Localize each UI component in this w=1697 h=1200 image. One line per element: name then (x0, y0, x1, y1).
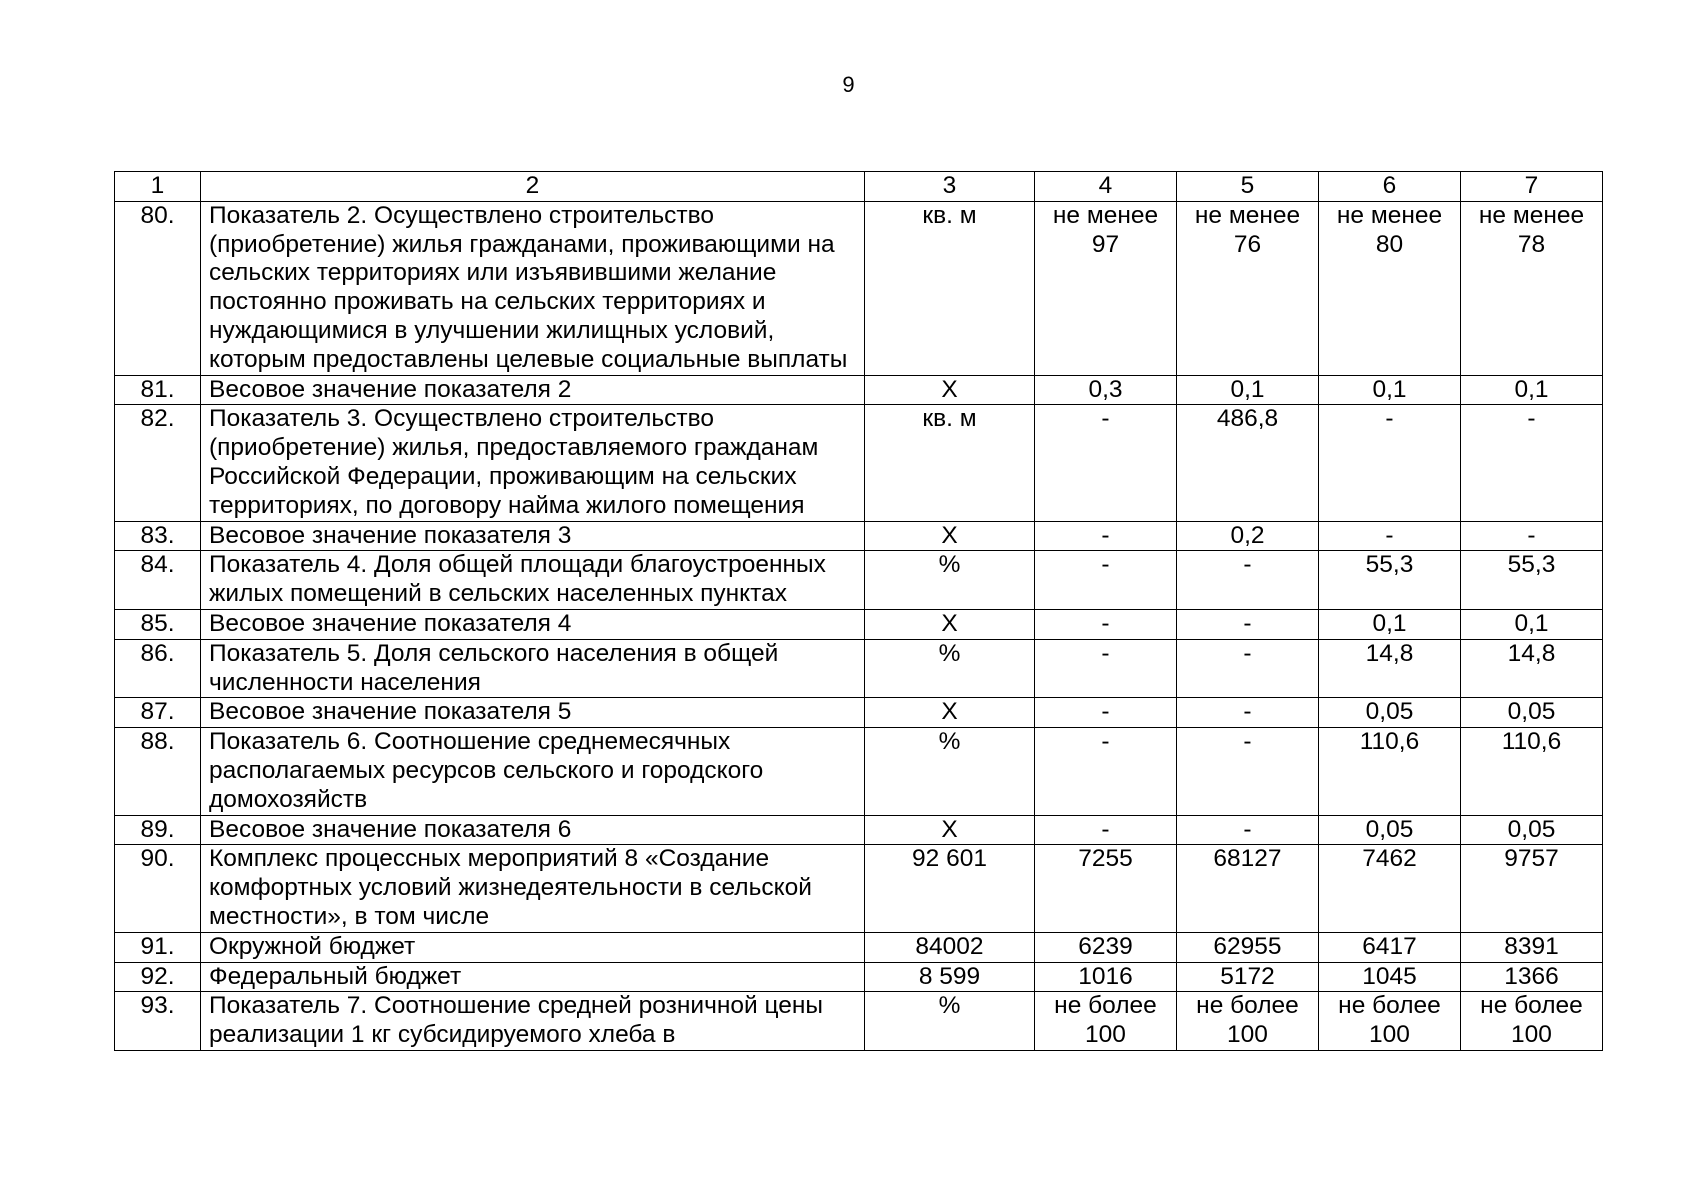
table-row (115, 728, 1603, 815)
value-cell: 0,05 (1319, 815, 1461, 845)
unit-cell: 8 599 (865, 962, 1035, 992)
value-cell: 62955 (1177, 932, 1319, 962)
value-cell: 55,3 (1461, 551, 1603, 610)
value-cell: - (1035, 815, 1177, 845)
row-number: 86. (115, 639, 201, 698)
unit-cell: кв. м (865, 405, 1035, 521)
row-number: 81. (115, 375, 201, 405)
value-cell: - (1035, 609, 1177, 639)
table-row (115, 992, 1603, 1051)
value-cell: 1045 (1319, 962, 1461, 992)
value-cell: 0,3 (1035, 375, 1177, 405)
header-row (115, 172, 1603, 202)
column-header: 7 (1461, 172, 1603, 202)
value-cell: 0,1 (1461, 375, 1603, 405)
value-cell: - (1461, 521, 1603, 551)
unit-cell: Х (865, 521, 1035, 551)
row-number: 82. (115, 405, 201, 521)
indicator-name: Показатель 7. Соотношение средней розничной цены реализации 1 кг субсидируемого хлеба в (201, 992, 865, 1051)
table-row (115, 698, 1603, 728)
indicator-name: Весовое значение показателя 4 (201, 609, 865, 639)
value-cell: не более 100 (1461, 992, 1603, 1051)
row-number: 89. (115, 815, 201, 845)
value-cell: 7255 (1035, 845, 1177, 932)
table-row (115, 932, 1603, 962)
indicator-name: Показатель 2. Осуществлено строительство (приобретение) жилья гражданами, проживающими на сельских территориях или изъявившими желание постоянно проживать на сельских территориях и нуждающимися в улучшении жилищных условий, которым предоставлены целевые социальные выплаты (201, 201, 865, 375)
unit-cell: Х (865, 815, 1035, 845)
indicators-table (114, 171, 1603, 1051)
value-cell: 110,6 (1461, 728, 1603, 815)
unit-cell: % (865, 551, 1035, 610)
unit-cell: 92 601 (865, 845, 1035, 932)
value-cell: 0,1 (1319, 609, 1461, 639)
unit-cell: кв. м (865, 201, 1035, 375)
value-cell: - (1035, 639, 1177, 698)
value-cell: 5172 (1177, 962, 1319, 992)
value-cell: 55,3 (1319, 551, 1461, 610)
value-cell: 14,8 (1319, 639, 1461, 698)
value-cell: - (1177, 698, 1319, 728)
value-cell: 6417 (1319, 932, 1461, 962)
value-cell: 7462 (1319, 845, 1461, 932)
value-cell: 9757 (1461, 845, 1603, 932)
table-row (115, 405, 1603, 521)
indicator-name: Комплекс процессных мероприятий 8 «Создание комфортных условий жизнедеятельности в сельской местности», в том числе (201, 845, 865, 932)
table-row (115, 845, 1603, 932)
unit-cell: % (865, 728, 1035, 815)
column-header: 2 (201, 172, 865, 202)
row-number: 90. (115, 845, 201, 932)
row-number: 91. (115, 932, 201, 962)
column-header: 3 (865, 172, 1035, 202)
value-cell: 0,2 (1177, 521, 1319, 551)
value-cell: не менее 76 (1177, 201, 1319, 375)
value-cell: 110,6 (1319, 728, 1461, 815)
unit-cell: Х (865, 375, 1035, 405)
row-number: 85. (115, 609, 201, 639)
table-row (115, 609, 1603, 639)
value-cell: 0,05 (1319, 698, 1461, 728)
unit-cell: % (865, 992, 1035, 1051)
value-cell: 68127 (1177, 845, 1319, 932)
value-cell: - (1177, 639, 1319, 698)
value-cell: не менее 97 (1035, 201, 1177, 375)
column-header: 1 (115, 172, 201, 202)
row-number: 88. (115, 728, 201, 815)
column-header: 4 (1035, 172, 1177, 202)
value-cell: 0,1 (1177, 375, 1319, 405)
value-cell: - (1035, 521, 1177, 551)
indicator-name: Показатель 5. Доля сельского населения в общей численности населения (201, 639, 865, 698)
row-number: 84. (115, 551, 201, 610)
unit-cell: Х (865, 698, 1035, 728)
value-cell: 8391 (1461, 932, 1603, 962)
table-row (115, 375, 1603, 405)
value-cell: 0,05 (1461, 698, 1603, 728)
row-number: 80. (115, 201, 201, 375)
value-cell: не более 100 (1319, 992, 1461, 1051)
indicator-name: Весовое значение показателя 6 (201, 815, 865, 845)
indicator-name: Федеральный бюджет (201, 962, 865, 992)
value-cell: не менее 78 (1461, 201, 1603, 375)
value-cell: - (1319, 521, 1461, 551)
value-cell: 1016 (1035, 962, 1177, 992)
table-row (115, 551, 1603, 610)
value-cell: 6239 (1035, 932, 1177, 962)
value-cell: - (1177, 551, 1319, 610)
value-cell: не более 100 (1035, 992, 1177, 1051)
value-cell: 0,1 (1319, 375, 1461, 405)
table-row (115, 521, 1603, 551)
unit-cell: 84002 (865, 932, 1035, 962)
value-cell: 14,8 (1461, 639, 1603, 698)
row-number: 83. (115, 521, 201, 551)
page-number: 9 (842, 72, 855, 97)
indicator-name: Показатель 4. Доля общей площади благоустроенных жилых помещений в сельских населенных пунктах (201, 551, 865, 610)
row-number: 92. (115, 962, 201, 992)
row-number: 93. (115, 992, 201, 1051)
value-cell: 0,05 (1461, 815, 1603, 845)
indicator-name: Окружной бюджет (201, 932, 865, 962)
table-row (115, 962, 1603, 992)
value-cell: не более 100 (1177, 992, 1319, 1051)
row-number: 87. (115, 698, 201, 728)
value-cell: 0,1 (1461, 609, 1603, 639)
value-cell: - (1035, 405, 1177, 521)
value-cell: - (1035, 698, 1177, 728)
unit-cell: % (865, 639, 1035, 698)
value-cell: - (1319, 405, 1461, 521)
table-row (115, 201, 1603, 375)
value-cell: - (1035, 728, 1177, 815)
indicator-name: Весовое значение показателя 3 (201, 521, 865, 551)
value-cell: - (1461, 405, 1603, 521)
value-cell: - (1035, 551, 1177, 610)
indicator-name: Показатель 6. Соотношение среднемесячных располагаемых ресурсов сельского и городского домохозяйств (201, 728, 865, 815)
column-header: 5 (1177, 172, 1319, 202)
indicator-name: Весовое значение показателя 5 (201, 698, 865, 728)
table-row (115, 815, 1603, 845)
value-cell: - (1177, 728, 1319, 815)
value-cell: - (1177, 815, 1319, 845)
value-cell: не менее 80 (1319, 201, 1461, 375)
value-cell: - (1177, 609, 1319, 639)
table-row (115, 639, 1603, 698)
indicator-name: Весовое значение показателя 2 (201, 375, 865, 405)
unit-cell: Х (865, 609, 1035, 639)
value-cell: 1366 (1461, 962, 1603, 992)
value-cell: 486,8 (1177, 405, 1319, 521)
indicator-name: Показатель 3. Осуществлено строительство (приобретение) жилья, предоставляемого гражданам Российской Федерации, проживающим на сельских территориях, по договору найма жилого помещения (201, 405, 865, 521)
column-header: 6 (1319, 172, 1461, 202)
